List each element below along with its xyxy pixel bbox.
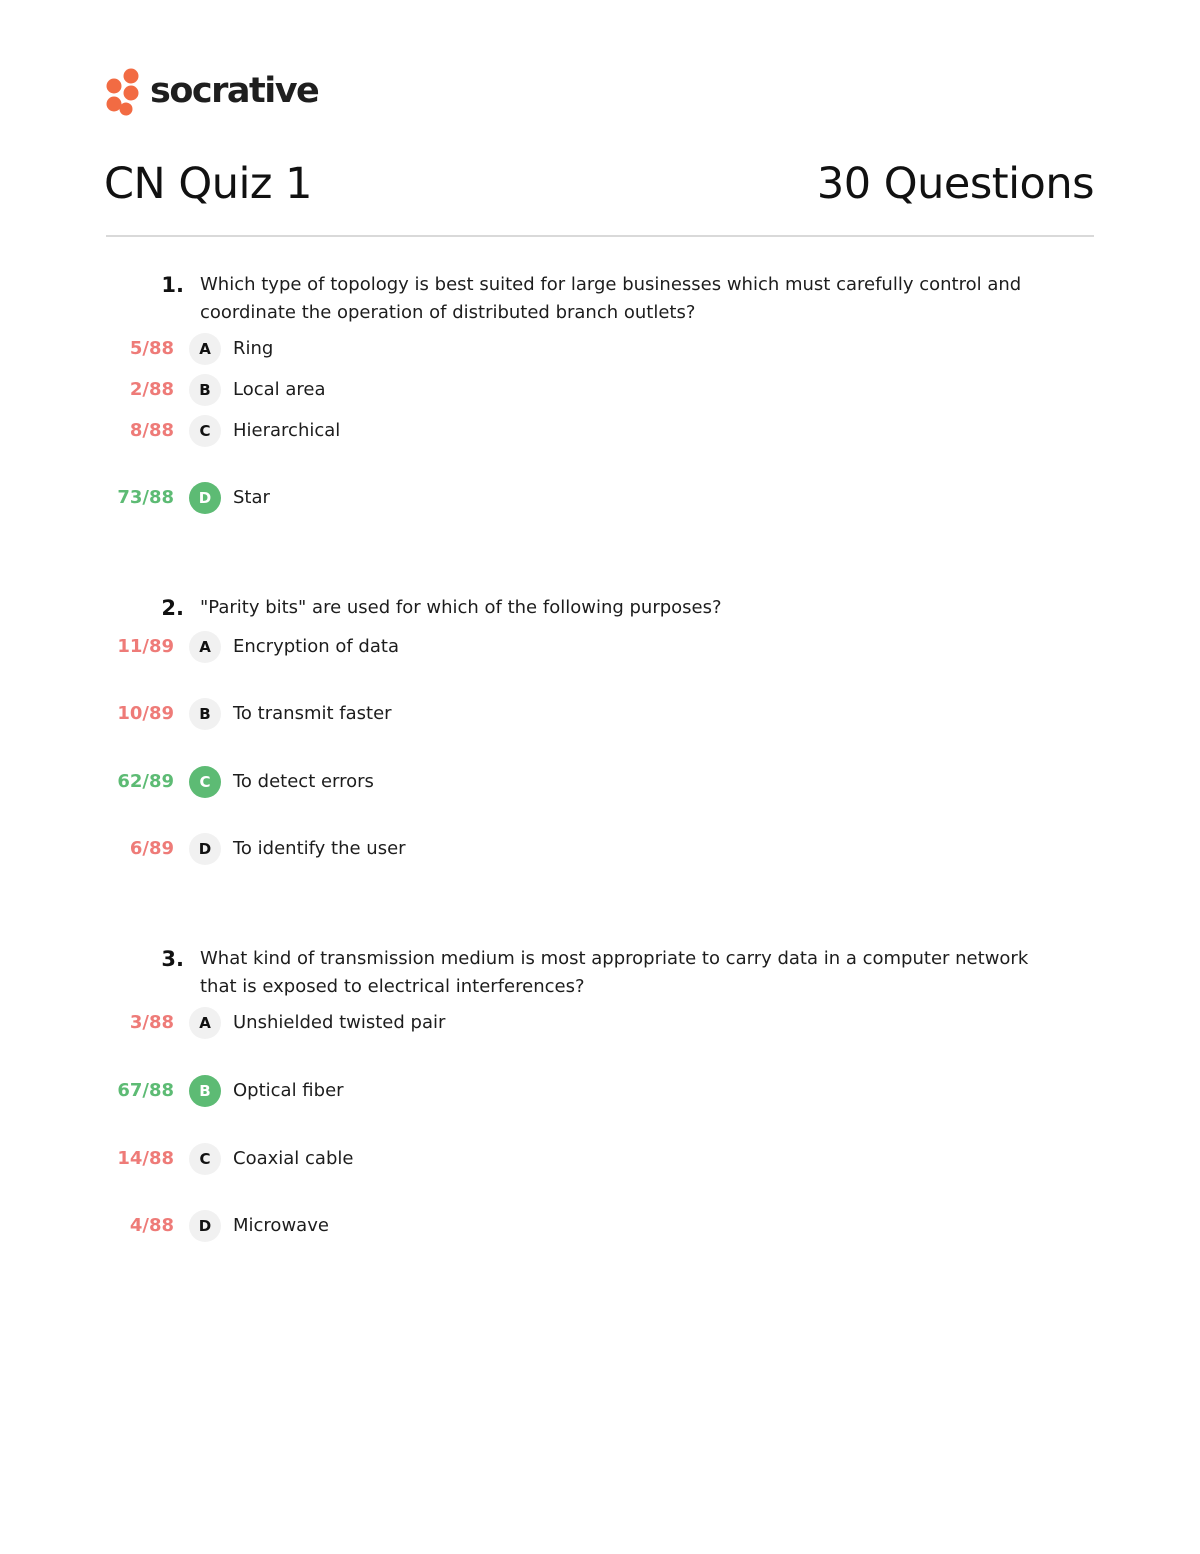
answer-row: [0, 1007, 1200, 1039]
answer-text: Unshielded twisted pair: [233, 1012, 446, 1033]
answer-row: [0, 333, 1200, 365]
answer-letter-badge: B: [189, 698, 221, 730]
response-count: 2/88: [129, 379, 174, 400]
response-count: 4/88: [129, 1215, 174, 1236]
answer-row-correct: [0, 766, 1200, 798]
question-text: Which type of topology is best suited for large businesses which must carefully control and coordinate the operation of distributed branch outlets?: [200, 274, 1022, 323]
answer-text: Encryption of data: [233, 636, 399, 657]
answer-text: Microwave: [233, 1215, 329, 1236]
response-count: 73/88: [117, 487, 174, 508]
response-count: 11/89: [117, 636, 174, 657]
answer-letter-badge: C: [189, 1143, 221, 1175]
answer-row: [0, 631, 1200, 663]
response-count: 67/88: [117, 1080, 174, 1101]
answer-text: Optical fiber: [233, 1080, 344, 1101]
answer-row: [0, 698, 1200, 730]
answer-row: [0, 1210, 1200, 1242]
answer-row-correct: [0, 1075, 1200, 1107]
header-divider: [106, 235, 1094, 237]
question-number: 2.: [161, 596, 184, 620]
answer-text: Hierarchical: [233, 420, 341, 441]
question-text: "Parity bits" are used for which of the following purposes?: [200, 597, 722, 618]
quiz-title: CN Quiz 1: [104, 159, 313, 209]
answer-letter-badge: B: [189, 374, 221, 406]
response-count: 14/88: [117, 1148, 174, 1169]
answer-letter-badge: A: [189, 333, 221, 365]
answer-text: Local area: [233, 379, 326, 400]
answer-letter-badge: D: [189, 833, 221, 865]
socrative-logo: [104, 68, 318, 118]
answer-letter-badge: C: [189, 415, 221, 447]
answer-letter-badge: D: [189, 1210, 221, 1242]
socrative-wordmark: socrative: [150, 71, 319, 111]
question-count: 30 Questions: [816, 159, 1094, 209]
answer-text: To identify the user: [233, 838, 406, 859]
question-text: What kind of transmission medium is most appropriate to carry data in a computer network that is exposed to electrical interferences?: [200, 948, 1029, 997]
response-count: 62/89: [117, 771, 174, 792]
question-number: 3.: [161, 947, 184, 971]
answer-letter-badge-correct: D: [189, 482, 221, 514]
answer-text: Star: [233, 487, 270, 508]
response-count: 10/89: [117, 703, 174, 724]
answer-letter-badge-correct: C: [189, 766, 221, 798]
answer-text: Coaxial cable: [233, 1148, 354, 1169]
answer-row: [0, 1143, 1200, 1175]
answer-row-correct: [0, 482, 1200, 514]
question-number: 1.: [161, 273, 184, 297]
socrative-logo-mark-icon: [104, 68, 144, 118]
answer-text: To detect errors: [233, 771, 374, 792]
response-count: 3/88: [129, 1012, 174, 1033]
answer-text: To transmit faster: [233, 703, 392, 724]
answer-row: [0, 833, 1200, 865]
answer-letter-badge: A: [189, 1007, 221, 1039]
answer-letter-badge: A: [189, 631, 221, 663]
response-count: 6/89: [129, 838, 174, 859]
response-count: 5/88: [129, 338, 174, 359]
answer-text: Ring: [233, 338, 274, 359]
response-count: 8/88: [129, 420, 174, 441]
answer-letter-badge-correct: B: [189, 1075, 221, 1107]
answer-row: [0, 415, 1200, 447]
answer-row: [0, 374, 1200, 406]
